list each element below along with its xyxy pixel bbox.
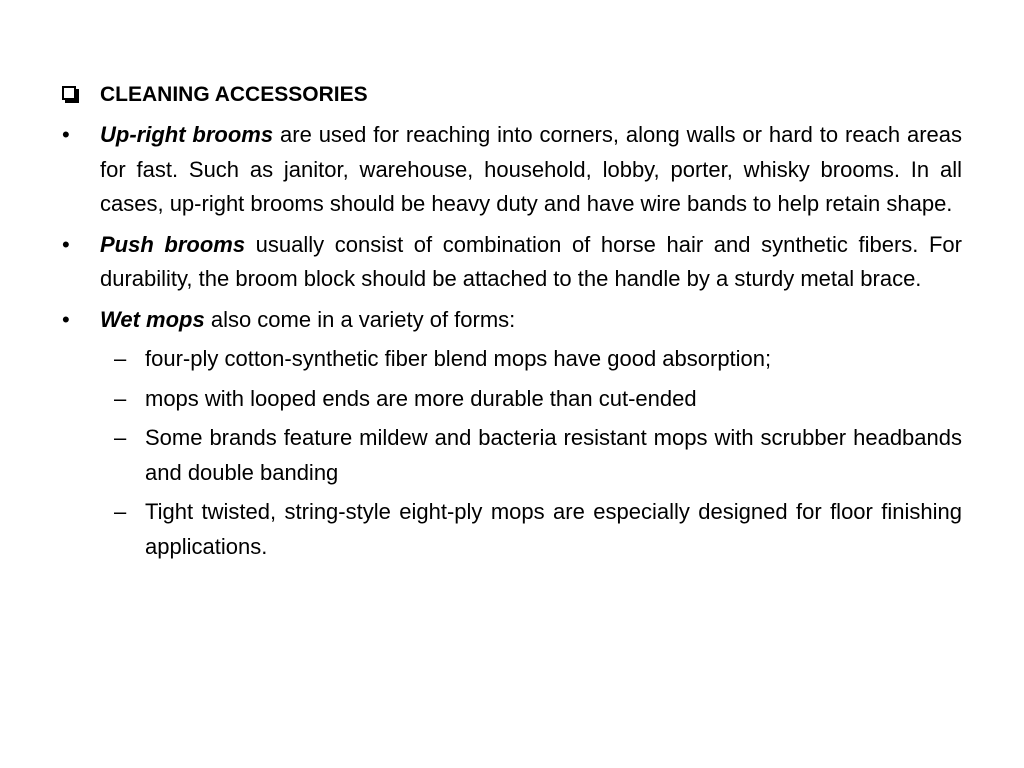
checkbox-bullet-icon (62, 86, 76, 100)
sub-list-item (62, 382, 962, 417)
sub-list-item (62, 495, 962, 564)
sub-item-text: Some brands feature mildew and bacteria resistant mops with scrubber headbands and double banding (145, 425, 962, 485)
bullet-term: Push brooms (100, 231, 246, 257)
sub-list-item (62, 342, 962, 377)
wet-mops-sub-list (62, 342, 962, 564)
sub-item-text: Tight twisted, string-style eight-ply mops are especially designed for floor finishing applications. (145, 499, 962, 559)
dash-bullet-icon: – (114, 385, 127, 411)
dash-bullet-icon: – (114, 425, 127, 450)
bullet-upright-brooms (62, 118, 962, 222)
bullet-dot-icon: • (62, 231, 70, 257)
dash-bullet-icon: – (114, 346, 127, 371)
bullet-wet-mops (62, 303, 962, 338)
bullet-dot-icon: • (62, 122, 70, 147)
section-heading (62, 78, 962, 112)
dash-bullet-icon: – (114, 499, 127, 524)
bullet-text: usually consist of combination of horse hair and synthetic fibers. For durability, the broom block should be attached to the handle by a sturdy metal brace. (100, 231, 962, 291)
bullet-text: also come in a variety of forms: (204, 306, 516, 332)
bullet-term: Wet mops (100, 306, 205, 332)
bullet-text: are used for reaching into corners, along walls or hard to reach areas for fast. Such as janitor, warehouse, household, lobby, porter, whisky brooms. In all cases, up-right brooms should be heavy duty and have wire bands to help retain shape. (100, 122, 962, 216)
section-heading-text: CLEANING ACCESSORIES (100, 83, 368, 106)
bullet-push-brooms (62, 228, 962, 297)
bullet-dot-icon: • (62, 306, 70, 332)
slide-body (62, 78, 962, 564)
sub-list-item (62, 421, 962, 490)
bullet-term: Up-right brooms (100, 122, 274, 147)
sub-item-text: four-ply cotton-synthetic fiber blend mops have good absorption; (145, 346, 772, 371)
sub-item-text: mops with looped ends are more durable than cut-ended (145, 385, 697, 411)
